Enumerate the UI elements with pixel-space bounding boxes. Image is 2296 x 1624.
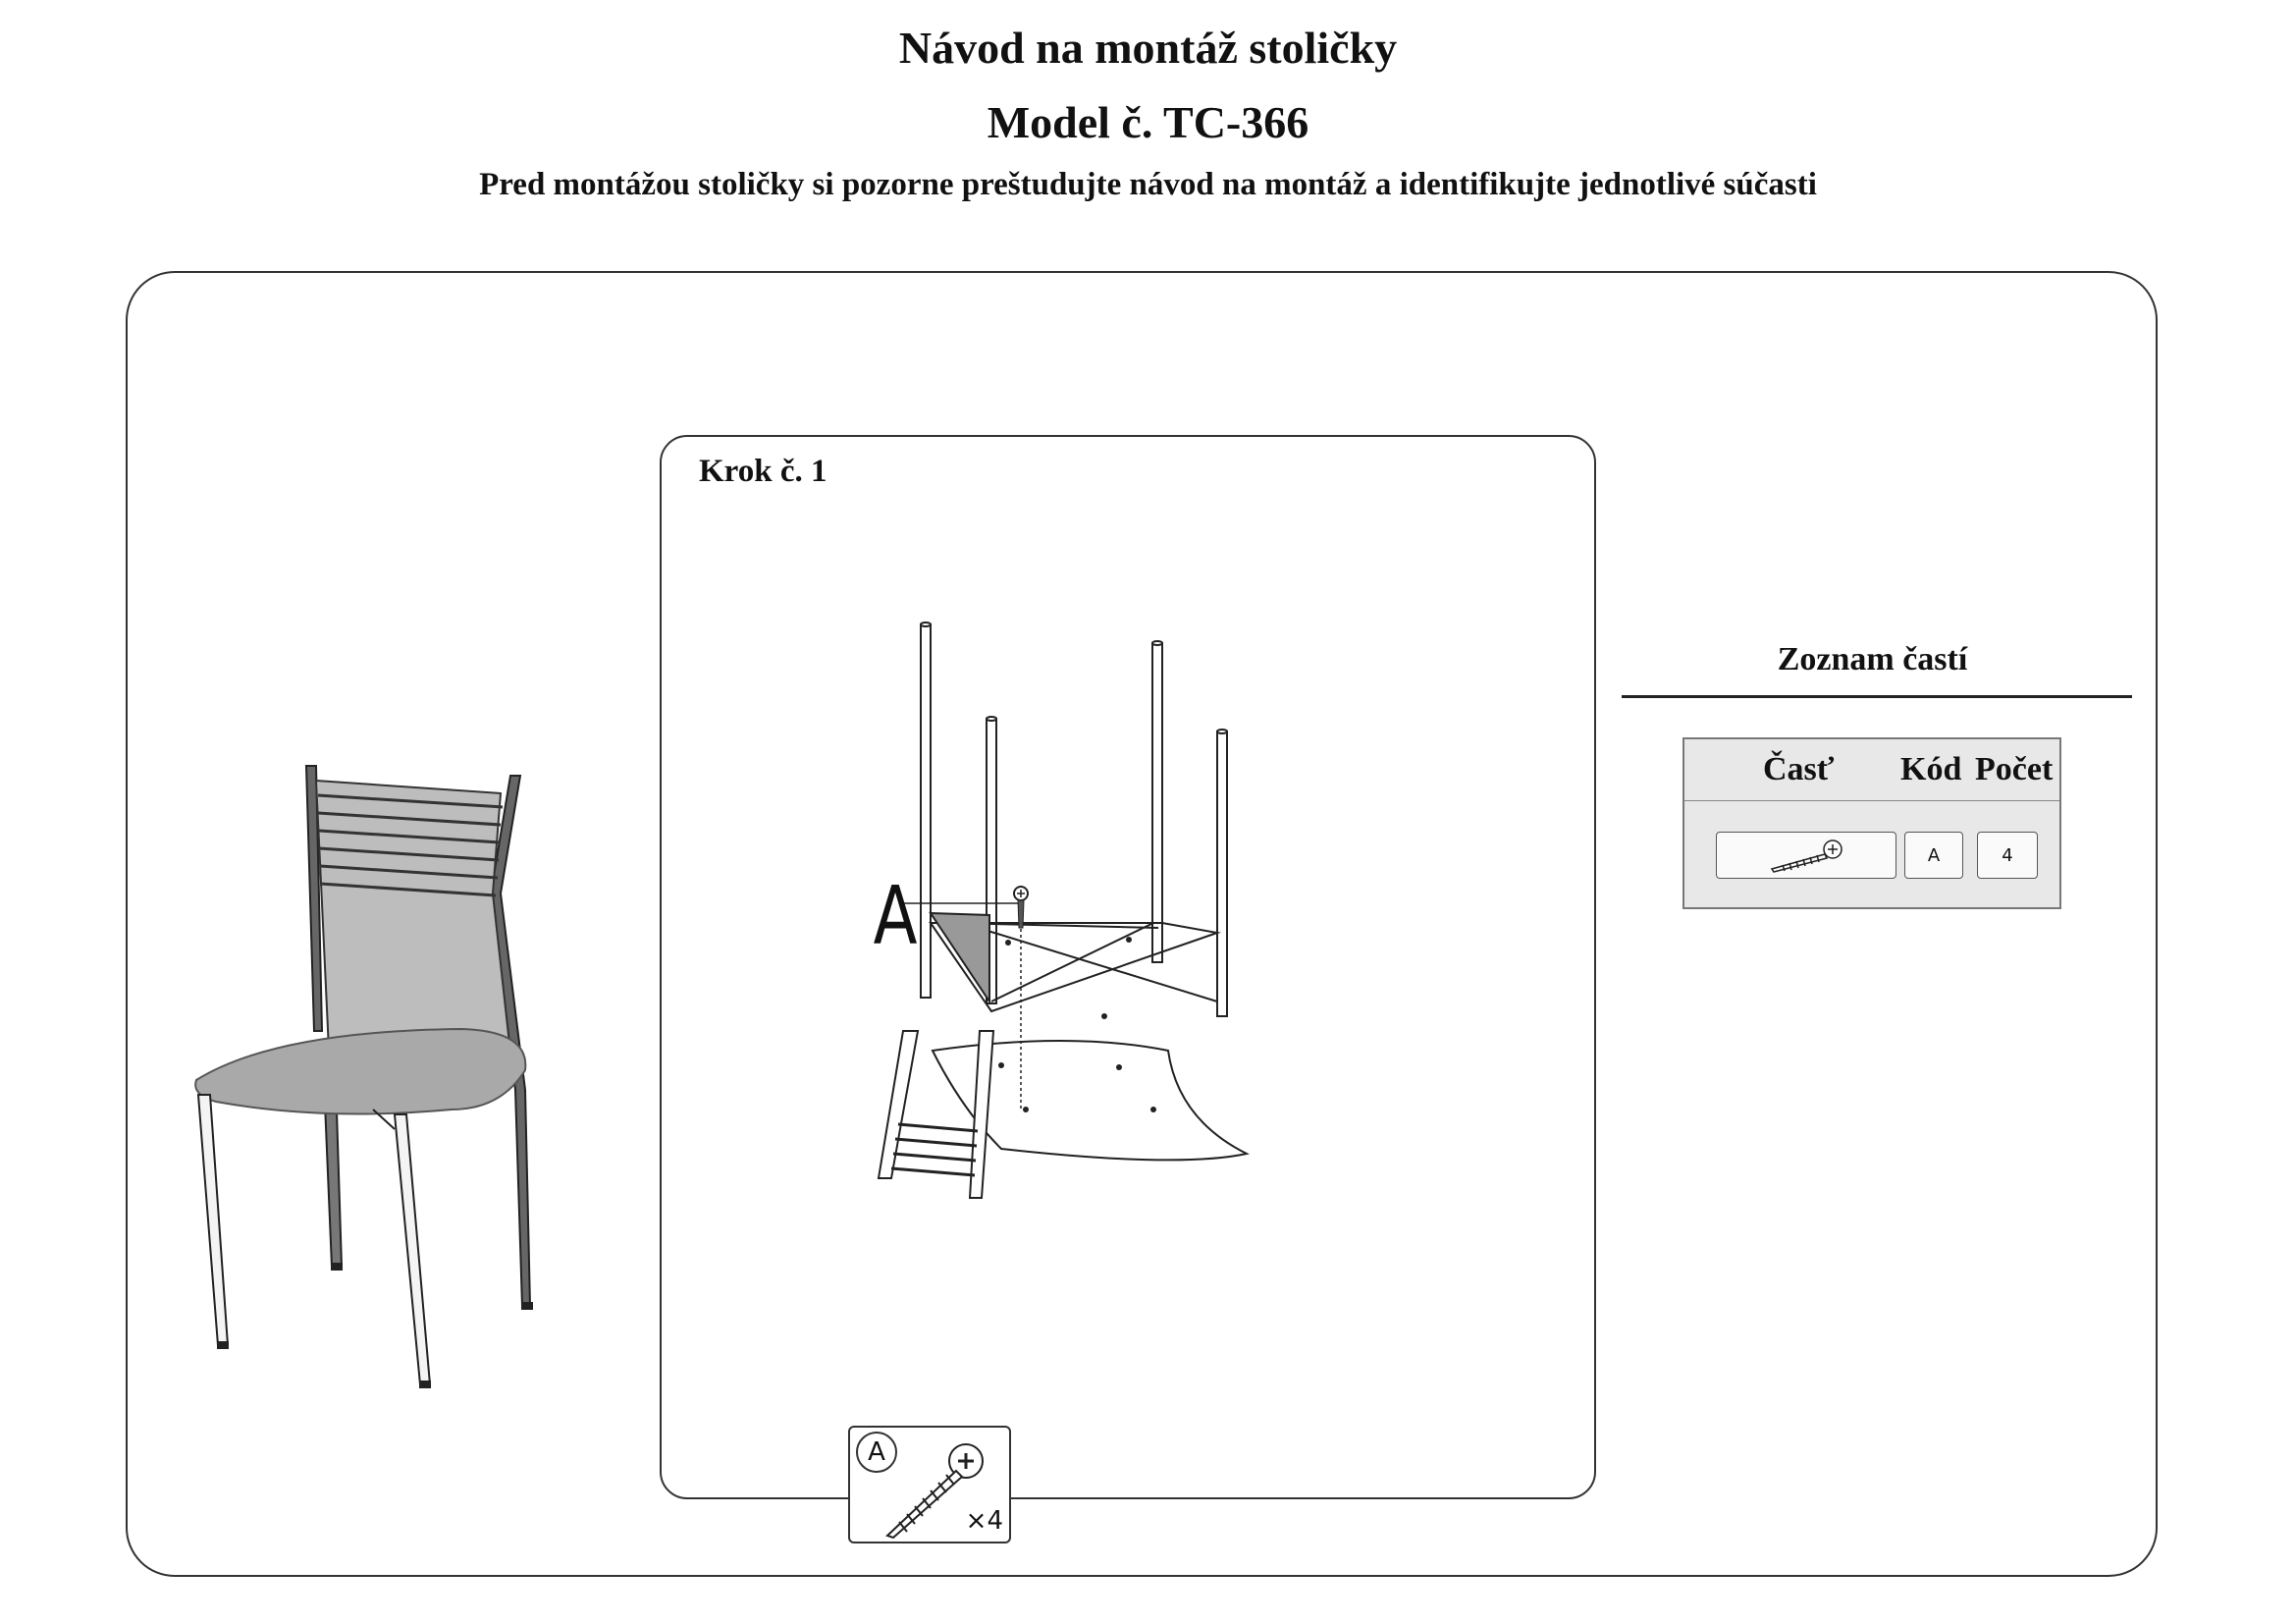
hardware-letter: A	[856, 1432, 897, 1473]
callout-letter-a: A	[873, 870, 918, 963]
part-cell	[1716, 832, 1896, 879]
model-number: Model č. TC-366	[987, 97, 1309, 147]
screw-icon	[1762, 836, 1850, 875]
document-title: Návod na montáž stoličky	[898, 23, 1398, 73]
parts-list-title: Zoznam častí	[1777, 641, 1968, 677]
parts-list-rule	[1622, 695, 2132, 698]
header-code: Kód	[1900, 751, 1962, 787]
assembled-chair-illustration	[177, 756, 569, 1414]
parts-table	[1682, 737, 2061, 909]
header-divider	[1684, 800, 2059, 801]
header-count: Počet	[1975, 751, 2054, 787]
header-part: Časť	[1763, 751, 1835, 787]
count-cell: 4	[1977, 832, 2038, 879]
hardware-quantity: ×4	[965, 1506, 1003, 1536]
instruction-text: Pred montážou stoličky si pozorne preštudujte návod na montáž a identifikujte jednotlivé súčasti	[479, 167, 1817, 202]
step-label: Krok č. 1	[699, 454, 828, 489]
hardware-box	[848, 1426, 1011, 1543]
code-cell: A	[1904, 832, 1963, 879]
